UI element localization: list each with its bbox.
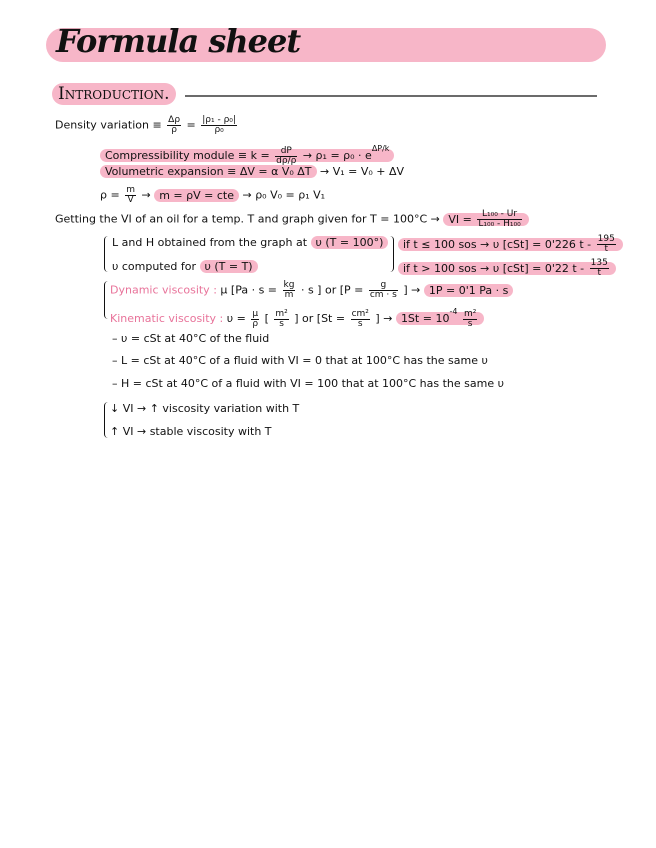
volumetric-line — [100, 164, 404, 180]
mass-fraction: $\frac{m}{V}$ — [126, 185, 135, 205]
density-label: Density variation ≡ — [55, 118, 162, 132]
page-title: Formula sheet — [56, 22, 301, 60]
note-line: – L = cSt at 40°C of a fluid with VI = 0 that at 100°C has the same υ — [112, 354, 488, 367]
lh-condition: if t ≤ 100 sos → υ [cSt] = 0'226 t - $\frac{195}{t}$ — [398, 235, 623, 254]
volumetric-formula: Volumetric expansion ≡ ΔV = α V₀ ΔT — [100, 165, 317, 178]
vi-effect-line: ↑ VI → stable viscosity with T — [110, 425, 272, 438]
density-line: Density variation ≡ $\frac{\Delta\rho}{\rho}$ = $\frac{\text{|ρ₁ - ρ₀|}}{\text{ρ₀}}$ — [55, 115, 236, 135]
vi-formula: VI = $\frac{\text{L₁₀₀ - Ur}}{\text{L₁₀₀ - H₁₀₀}}$ — [443, 213, 528, 226]
brace-right-1 — [388, 236, 394, 272]
poise-conversion: 1P = 0'1 Pa · s — [424, 284, 513, 297]
note-line: – H = cSt at 40°C of a fluid with VI = 100 that at 100°C has the same υ — [112, 377, 504, 390]
section-rule — [185, 95, 597, 97]
vi-description: Getting the VI of an oil for a temp. T and graph given for T = 100°C → — [55, 212, 440, 226]
computed-highlight: υ (T = T) — [200, 260, 258, 273]
vi-effect-line: ↓ VI → ↑ viscosity variation with T — [110, 402, 300, 415]
lh-line: L and H obtained from the graph at υ (T = 100°) — [112, 235, 388, 251]
dynamic-viscosity-label: Dynamic viscosity : — [110, 283, 217, 297]
note-line: – υ = cSt at 40°C of the fluid — [112, 332, 270, 345]
density-fraction-1: $\frac{\Delta\rho}{\rho}$ — [168, 115, 181, 135]
volumetric-result: → V₁ = V₀ + ΔV — [320, 165, 405, 178]
computed-condition: if t > 100 sos → υ [cSt] = 0'22 t - $\frac{135}{t}$ — [398, 259, 616, 278]
vi-line — [55, 210, 529, 229]
density-fraction-2: $\frac{\text{|ρ₁ - ρ₀|}}{\text{ρ₀}}$ — [202, 115, 236, 135]
kinematic-viscosity-label: Kinematic viscosity : — [110, 312, 224, 325]
compressibility-formula: Compressibility module ≡ k = $\frac{dP}{d\rho/\rho}$ → $\rho_1 = \rho_0 \cdot e^{\Delta P/k}$ — [100, 149, 394, 162]
dynamic-viscosity-line: Dynamic viscosity : μ [Pa · s = $\frac{kg}{m}$ · s ] or [P = $\frac{g}{cm \cdot s}$ ] → 1P = 0'1 Pa · s — [110, 281, 513, 300]
lh-highlight: υ (T = 100°) — [311, 236, 389, 249]
brace-left-1 — [104, 236, 110, 272]
mass-result: → ρ₀ V₀ = ρ₁ V₁ — [242, 188, 326, 202]
compressibility-line — [100, 141, 394, 166]
section-heading: Introduction. — [52, 83, 176, 105]
mass-line: ρ = $\frac{m}{V}$ → m = ρV = cte → ρ₀ V₀ = ρ₁ V₁ — [100, 185, 326, 205]
computed-line: υ computed for υ (T = T) — [112, 259, 258, 275]
stokes-conversion: $1St = 10^{-4}$ $\frac{\text{m²}}{s}$ — [396, 312, 484, 325]
mass-conservation: m = ρV = cte — [154, 189, 239, 202]
kinematic-viscosity-line: Kinematic viscosity : υ = $\frac{\mu}{\rho}$ [ $\frac{\text{m²}}{s}$ ] or [St = $\frac{\text{cm²}}{s}$ ] → $1St = 10^{-4}$ $\frac{\text{m²}}{s}$ — [110, 304, 484, 329]
